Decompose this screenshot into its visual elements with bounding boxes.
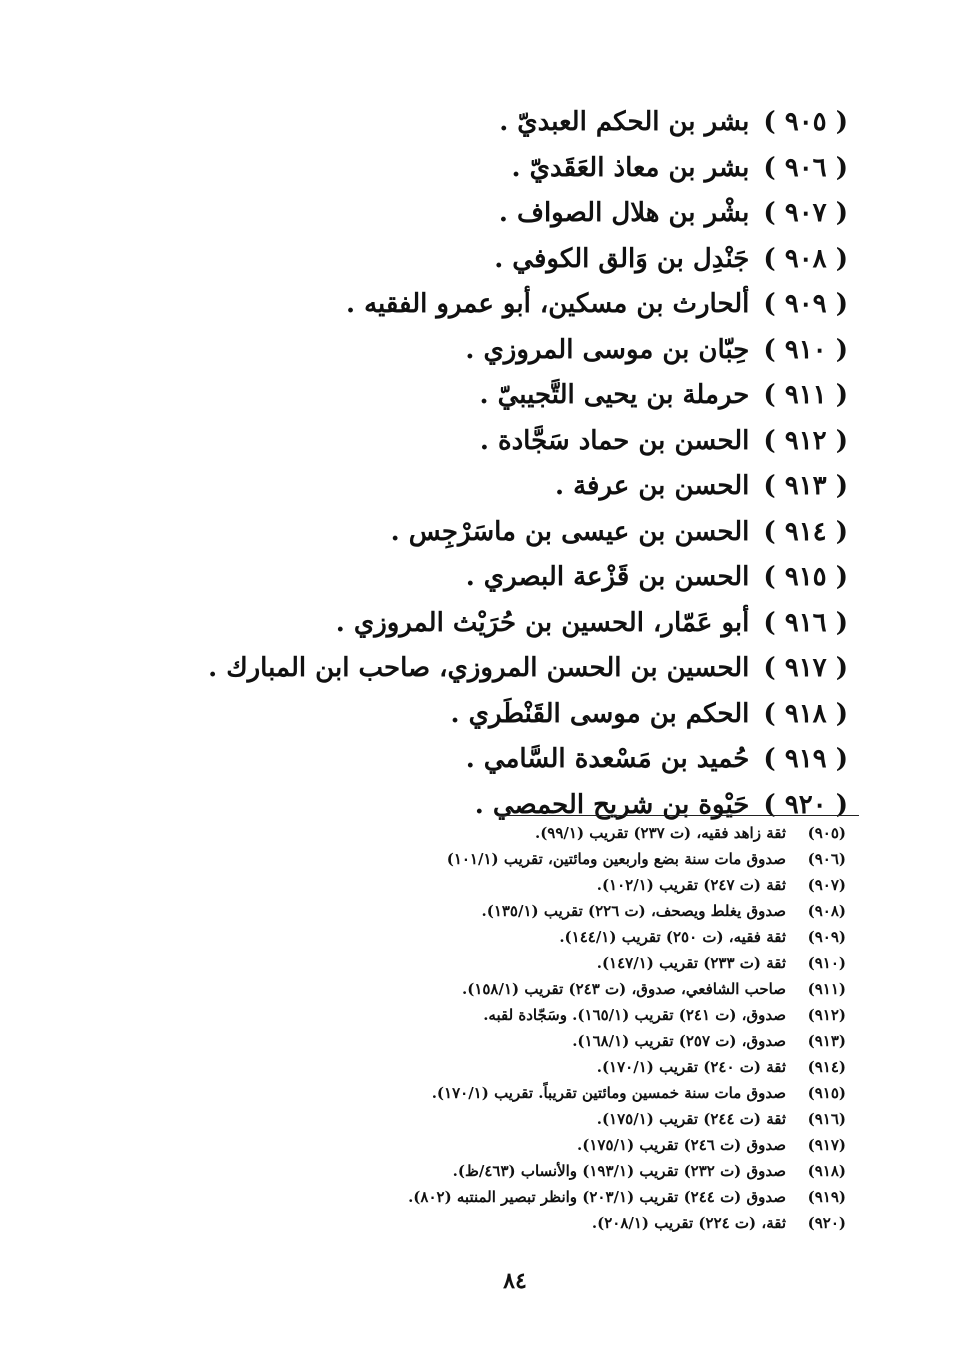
entry-908: [228, 237, 848, 283]
footnote-text: ثقة (ت ٢٤٠) تقريب (١٧٠/١).: [596, 1058, 786, 1076]
entry-918: [228, 692, 848, 738]
entry-907: [228, 191, 848, 237]
footnote-number: (٩١٣): [807, 1032, 846, 1050]
footnote-911: [246, 976, 846, 1002]
footnote-915: [246, 1080, 846, 1106]
entry-916: [228, 601, 848, 647]
entry-name: الحكم بن موسى القَنْطَري .: [450, 698, 750, 729]
entry-name: الحسن بن عيسى بن ماسَرْجِس .: [390, 516, 750, 547]
entry-number: ( ٩٢٠ ): [763, 789, 848, 820]
page-number: ٨٤: [503, 1268, 527, 1294]
footnote-920: [246, 1210, 846, 1236]
entry-name: الحسين بن الحسن المروزي، صاحب ابن المبارك .: [208, 653, 750, 683]
entry-number: ( ٩٠٥ ): [763, 107, 848, 137]
footnote-number: (٩١٤): [807, 1058, 846, 1076]
entry-name: بشر بن معاذ العَقَديّ .: [511, 152, 750, 183]
footnote-number: (٩٠٧): [807, 876, 846, 894]
footnote-text: ثقة (ت ٢٤٤) تقريب (١٧٥/١).: [596, 1110, 786, 1128]
entry-number: ( ٩١٨ ): [763, 698, 848, 729]
footnote-number: (٩٠٦): [807, 850, 846, 868]
entry-number: ( ٩٠٩ ): [763, 289, 848, 319]
footnotes: [246, 820, 846, 1236]
footnote-number: (٩٠٨): [807, 902, 846, 920]
footnote-number: (٩١٢): [807, 1006, 846, 1024]
footnote-917: [246, 1132, 846, 1158]
entry-915: [228, 555, 848, 601]
entry-number: ( ٩١٠ ): [763, 334, 848, 365]
footnote-number: (٩١٧): [807, 1136, 846, 1154]
footnote-number: (٩١٦): [807, 1110, 846, 1128]
entry-number: ( ٩١٣ ): [763, 471, 848, 501]
entry-909: [228, 282, 848, 328]
entry-number: ( ٩١٧ ): [763, 653, 848, 683]
entry-name: أبو عَمّار، الحسين بن حُرَيْث المروزي .: [335, 607, 750, 638]
entry-name: الحسن بن قَزْعة البصري .: [465, 562, 750, 592]
entry-name: الحسن بن حماد سَجَّادة .: [479, 425, 750, 456]
entry-name: بشْر بن هلال الصواف .: [498, 198, 750, 228]
footnote-number: (٩١٨): [807, 1162, 846, 1180]
footnote-text: صدوق، (ت ٢٤١) تقريب (١٦٥/١). وسَجّادة لقبه.: [483, 1006, 786, 1024]
footnote-text: ثقة (ت ٢٣٣) تقريب (١٤٧/١).: [596, 954, 786, 972]
footnote-914: [246, 1054, 846, 1080]
entry-name: حِبّان بن موسى المروزي .: [465, 334, 750, 365]
footnote-text: صدوق مات سنة خمسين ومائتين تقريباً. تقريب (١٧٠/١).: [431, 1084, 786, 1102]
entry-name: حرملة بن يحيى التَّجيبيّ .: [479, 380, 750, 410]
footnote-907: [246, 872, 846, 898]
footnote-text: ثقة، (ت ٢٢٤) تقريب (٢٠٨/١).: [591, 1214, 786, 1232]
footnote-divider: [497, 815, 859, 816]
entry-905: [228, 100, 848, 146]
entry-917: [208, 646, 848, 692]
footnote-text: صاحب الشافعي، صدوق، (ت ٢٤٣) تقريب (١٥٨/١).: [461, 980, 786, 998]
footnote-908: [246, 898, 846, 924]
footnote-913: [246, 1028, 846, 1054]
entry-912: [228, 419, 848, 465]
footnote-text: صدوق (ت ٢٤٦) تقريب (١٧٥/١).: [577, 1136, 786, 1154]
footnote-906: [246, 846, 846, 872]
footnote-number: (٩٠٥): [807, 824, 846, 842]
footnote-text: ثقة (ت ٢٤٧) تقريب (١٠٢/١).: [596, 876, 786, 894]
footnote-number: (٩٢٠): [807, 1214, 846, 1232]
entry-name: حَيْوة بن شريح الحمصي .: [474, 789, 750, 820]
entry-number: ( ٩١٥ ): [763, 562, 848, 592]
entry-number: ( ٩١٤ ): [763, 516, 848, 547]
entry-name: بشر بن الحكم العبديّ .: [499, 107, 750, 137]
footnote-number: (٩١٠): [807, 954, 846, 972]
footnote-text: صدوق (ت ٢٤٤) تقريب (٢٠٣/١) وانظر تبصير المنتبه (٨٠٢).: [408, 1188, 786, 1206]
footnote-919: [246, 1184, 846, 1210]
footnote-910: [246, 950, 846, 976]
entry-914: [228, 510, 848, 556]
entry-911: [228, 373, 848, 419]
entry-number: ( ٩٠٦ ): [763, 152, 848, 183]
footnote-909: [246, 924, 846, 950]
entry-name: الحسن بن عرفة .: [554, 471, 750, 501]
entry-number: ( ٩١٩ ): [763, 744, 848, 774]
footnote-number: (٩١١): [807, 980, 846, 998]
footnote-text: صدوق (ت ٢٣٢) تقريب (١٩٣/١) والأنساب (٤٦٣/ظ).: [452, 1162, 786, 1180]
entry-name: ألحارث بن مسكين، أبو عمرو الفقيه .: [346, 289, 750, 319]
entry-906: [228, 146, 848, 192]
footnote-912: [246, 1002, 846, 1028]
footnote-text: ثقة زاهد فقيه، (ت ٢٣٧) تقريب (٩٩/١).: [534, 824, 786, 842]
entry-number: ( ٩١٢ ): [763, 425, 848, 456]
entry-name: حُميد بن مَسْعدة السَّامي .: [465, 744, 750, 774]
entry-number: ( ٩٠٧ ): [763, 198, 848, 228]
footnote-text: صدوق مات سنة بضع واربعين ومائتين، تقريب (١٠١/١): [446, 850, 786, 868]
footnote-text: صدوق يغلط ويصحف، (ت ٢٢٦) تقريب (١٣٥/١).: [481, 902, 786, 920]
footnote-number: (٩١٩): [807, 1188, 846, 1206]
footnote-text: صدوق، (ت ٢٥٧) تقريب (١٦٨/١).: [572, 1032, 786, 1050]
footnote-number: (٩٠٩): [807, 928, 846, 946]
entry-913: [228, 464, 848, 510]
footnote-905: [246, 820, 846, 846]
footnote-number: (٩١٥): [807, 1084, 846, 1102]
footnote-text: ثقة فقيه، (ت ٢٥٠) تقريب (١٤٤/١).: [559, 928, 786, 946]
footnote-918: [246, 1158, 846, 1184]
entry-919: [228, 737, 848, 783]
entry-number: ( ٩١١ ): [763, 380, 848, 410]
entry-number: ( ٩١٦ ): [763, 607, 848, 638]
narrator-list: [208, 100, 848, 828]
entry-910: [228, 328, 848, 374]
entry-number: ( ٩٠٨ ): [763, 243, 848, 274]
entry-name: جَنْدِل بن وَالق الكوفي .: [494, 243, 750, 274]
footnote-916: [246, 1106, 846, 1132]
